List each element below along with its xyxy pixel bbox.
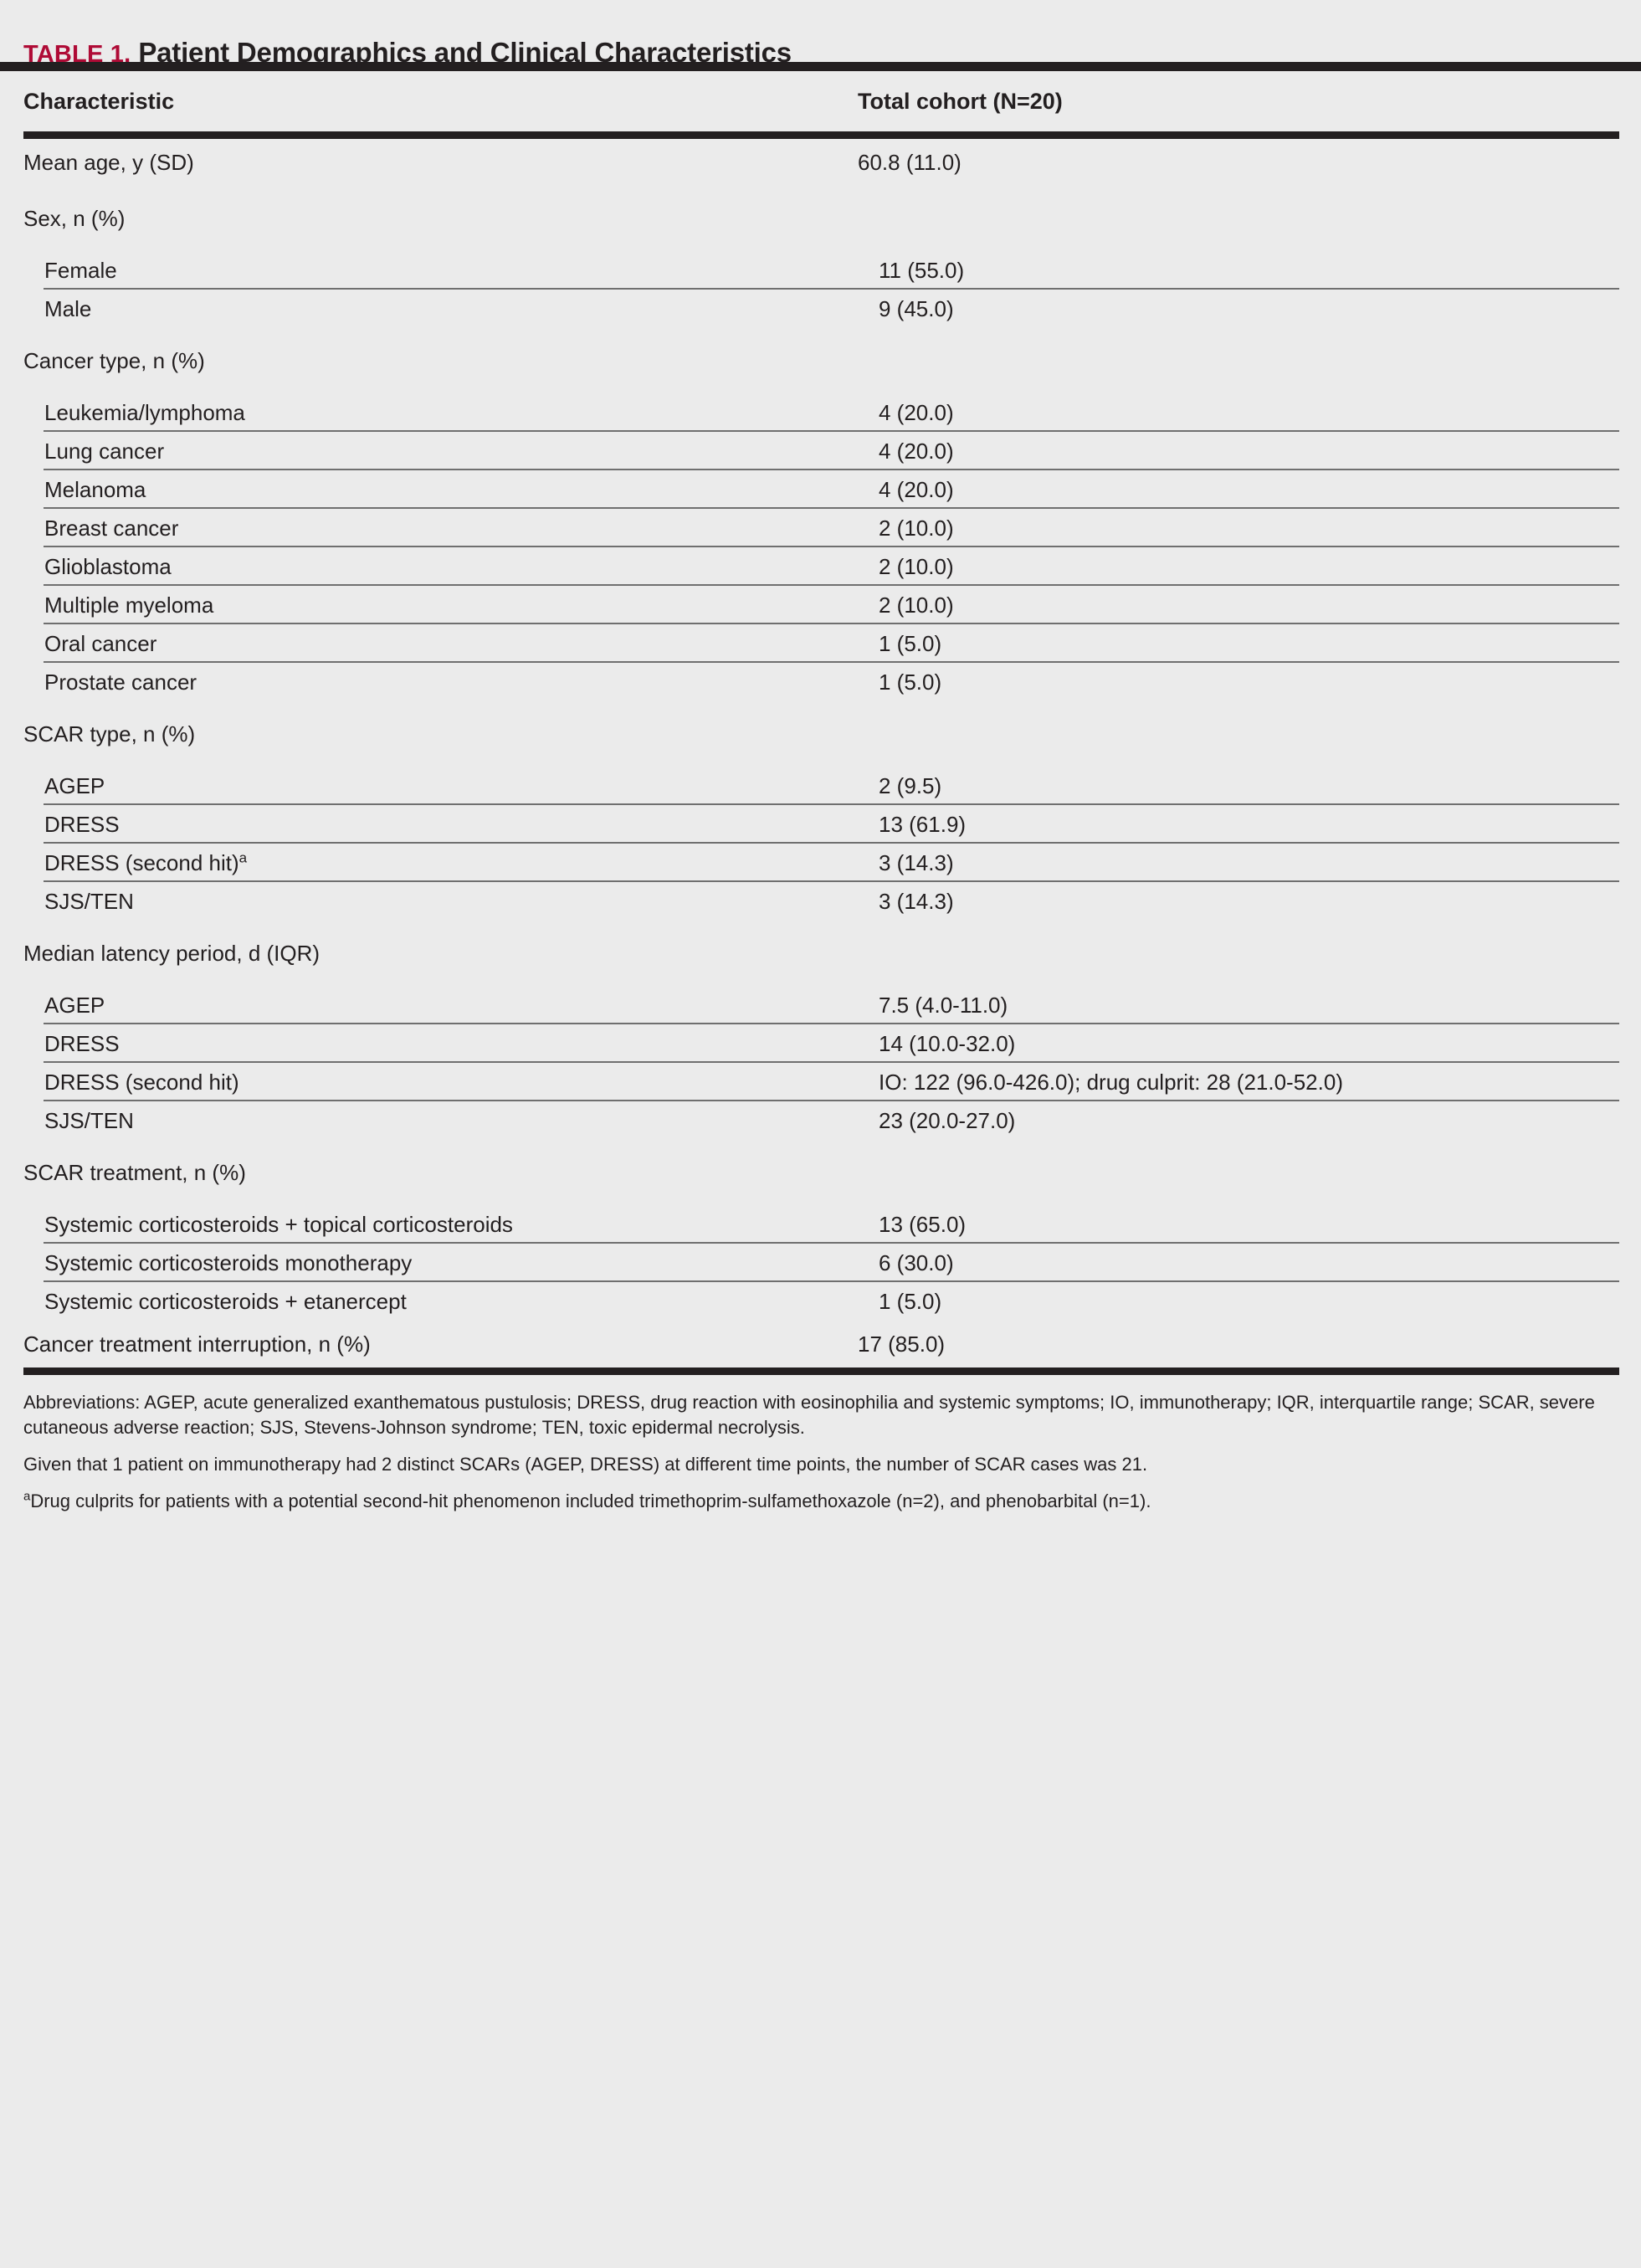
footnote-text: Abbreviations: AGEP, acute generalized exanthematous pustulosis; DRESS, drug reaction with eosinophilia and systemic symptoms; IO, immunotherapy; IQR, interquartile range; SCAR, severe cutaneous adverse reaction; SJS, Stevens-Johnson syndrome; TEN, toxic epidermal necrolysis. xyxy=(23,1392,1595,1438)
table-section-header xyxy=(0,701,1641,767)
row-value: 14 (10.0-32.0) xyxy=(879,1031,1016,1056)
row-label: Lung cancer xyxy=(44,439,165,464)
table-row xyxy=(0,1063,1641,1101)
row-value: 17 (85.0) xyxy=(858,1332,946,1357)
row-value: 7.5 (4.0-11.0) xyxy=(879,993,1008,1018)
row-label: Mean age, y (SD) xyxy=(23,150,194,175)
table-row xyxy=(0,432,1641,470)
row-value: 13 (65.0) xyxy=(879,1212,967,1237)
table-row xyxy=(0,986,1641,1024)
table-row xyxy=(0,767,1641,805)
footnote-marker: a xyxy=(238,849,248,866)
row-value: 4 (20.0) xyxy=(879,400,954,425)
table-section-header xyxy=(0,186,1641,251)
row-value: 1 (5.0) xyxy=(879,1289,942,1314)
table-title-text: Patient Demographics and Clinical Characteristics xyxy=(138,37,792,68)
row-value: 2 (9.5) xyxy=(879,773,942,798)
column-header-characteristic: Characteristic xyxy=(23,88,175,114)
row-value: 4 (20.0) xyxy=(879,439,954,464)
row-label: Systemic corticosteroids monotherapy xyxy=(44,1250,413,1275)
row-label: Breast cancer xyxy=(44,516,179,541)
table-row xyxy=(0,844,1641,882)
footnote-text: Given that 1 patient on immunotherapy had 2 distinct SCARs (AGEP, DRESS) at different time points, the number of SCAR cases was 21. xyxy=(23,1454,1148,1475)
footnote-paragraph xyxy=(23,1452,1616,1477)
row-value: 1 (5.0) xyxy=(879,670,942,695)
table-row xyxy=(0,586,1641,624)
row-label: DRESS xyxy=(44,812,120,837)
table-row xyxy=(0,290,1641,328)
table-row xyxy=(0,251,1641,290)
table-row xyxy=(0,1244,1641,1282)
row-label: Oral cancer xyxy=(44,631,157,656)
row-label: Cancer treatment interruption, n (%) xyxy=(23,1332,371,1357)
row-label: Systemic corticosteroids + topical corticosteroids xyxy=(44,1212,513,1237)
table-row xyxy=(0,805,1641,844)
row-label: Prostate cancer xyxy=(44,670,197,695)
rule-bottom xyxy=(23,1367,1619,1375)
row-label: DRESS (second hit)$^a$ xyxy=(44,849,248,875)
table-section-header xyxy=(0,1140,1641,1205)
table-title-block xyxy=(0,0,1641,68)
row-value: 23 (20.0-27.0) xyxy=(879,1108,1016,1133)
table-number-label: TABLE 1. xyxy=(23,41,131,68)
table-section-header xyxy=(0,328,1641,393)
row-label: Median latency period, d (IQR) xyxy=(23,941,321,966)
table-row xyxy=(0,1282,1641,1321)
row-value: 2 (10.0) xyxy=(879,516,954,541)
column-header-total-cohort: Total cohort (N=20) xyxy=(858,88,1063,114)
row-label: DRESS xyxy=(44,1031,120,1056)
row-label: SCAR treatment, n (%) xyxy=(23,1160,246,1185)
row-value: 13 (61.9) xyxy=(879,812,967,837)
row-label: Cancer type, n (%) xyxy=(23,348,205,373)
table-row xyxy=(0,139,1641,186)
row-label: SJS/TEN xyxy=(44,889,134,914)
row-label: AGEP xyxy=(44,773,105,798)
row-label: Melanoma xyxy=(44,477,146,502)
row-value: 3 (14.3) xyxy=(879,850,954,875)
table-footnotes xyxy=(0,1375,1641,1514)
table-row xyxy=(0,663,1641,701)
row-value: 1 (5.0) xyxy=(879,631,942,656)
row-value: 2 (10.0) xyxy=(879,554,954,579)
row-value: 11 (55.0) xyxy=(879,258,965,283)
row-label: Sex, n (%) xyxy=(23,206,126,231)
row-label: Glioblastoma xyxy=(44,554,172,579)
footnote-marker: a xyxy=(23,1489,31,1504)
row-value: 3 (14.3) xyxy=(879,889,954,914)
row-label: SJS/TEN xyxy=(44,1108,134,1133)
table-row xyxy=(0,547,1641,586)
table-row xyxy=(0,882,1641,921)
row-value: 6 (30.0) xyxy=(879,1250,954,1275)
footnote-paragraph xyxy=(23,1489,1616,1514)
table-row xyxy=(0,509,1641,547)
table-section-header xyxy=(0,921,1641,986)
footnote-text: Drug culprits for patients with a potential second-hit phenomenon included trimethoprim-sulfamethoxazole (n=2), and phenobarbital (n=1). xyxy=(30,1491,1151,1511)
table-row xyxy=(0,470,1641,509)
row-label: Systemic corticosteroids + etanercept xyxy=(44,1289,407,1314)
table-row xyxy=(0,1321,1641,1367)
table-body xyxy=(0,139,1641,1367)
table-row xyxy=(0,624,1641,663)
footnote-paragraph xyxy=(23,1390,1616,1440)
row-value: 4 (20.0) xyxy=(879,477,954,502)
rule-header xyxy=(23,131,1619,139)
table-row xyxy=(0,1101,1641,1140)
row-label: SCAR type, n (%) xyxy=(23,721,196,747)
row-value: IO: 122 (96.0-426.0); drug culprit: 28 (21.0-52.0) xyxy=(879,1070,1343,1095)
row-label: Leukemia/lymphoma xyxy=(44,400,245,425)
table-header-row xyxy=(0,71,1641,131)
row-label: AGEP xyxy=(44,993,105,1018)
row-label: DRESS (second hit) xyxy=(44,1070,239,1095)
table-row xyxy=(0,1205,1641,1244)
row-value: 2 (10.0) xyxy=(879,593,954,618)
row-label: Male xyxy=(44,296,92,321)
row-label: Multiple myeloma xyxy=(44,593,214,618)
row-value: 9 (45.0) xyxy=(879,296,954,321)
table-row xyxy=(0,1024,1641,1063)
row-label: Female xyxy=(44,258,117,283)
row-value: 60.8 (11.0) xyxy=(858,150,962,175)
table-row xyxy=(0,393,1641,432)
